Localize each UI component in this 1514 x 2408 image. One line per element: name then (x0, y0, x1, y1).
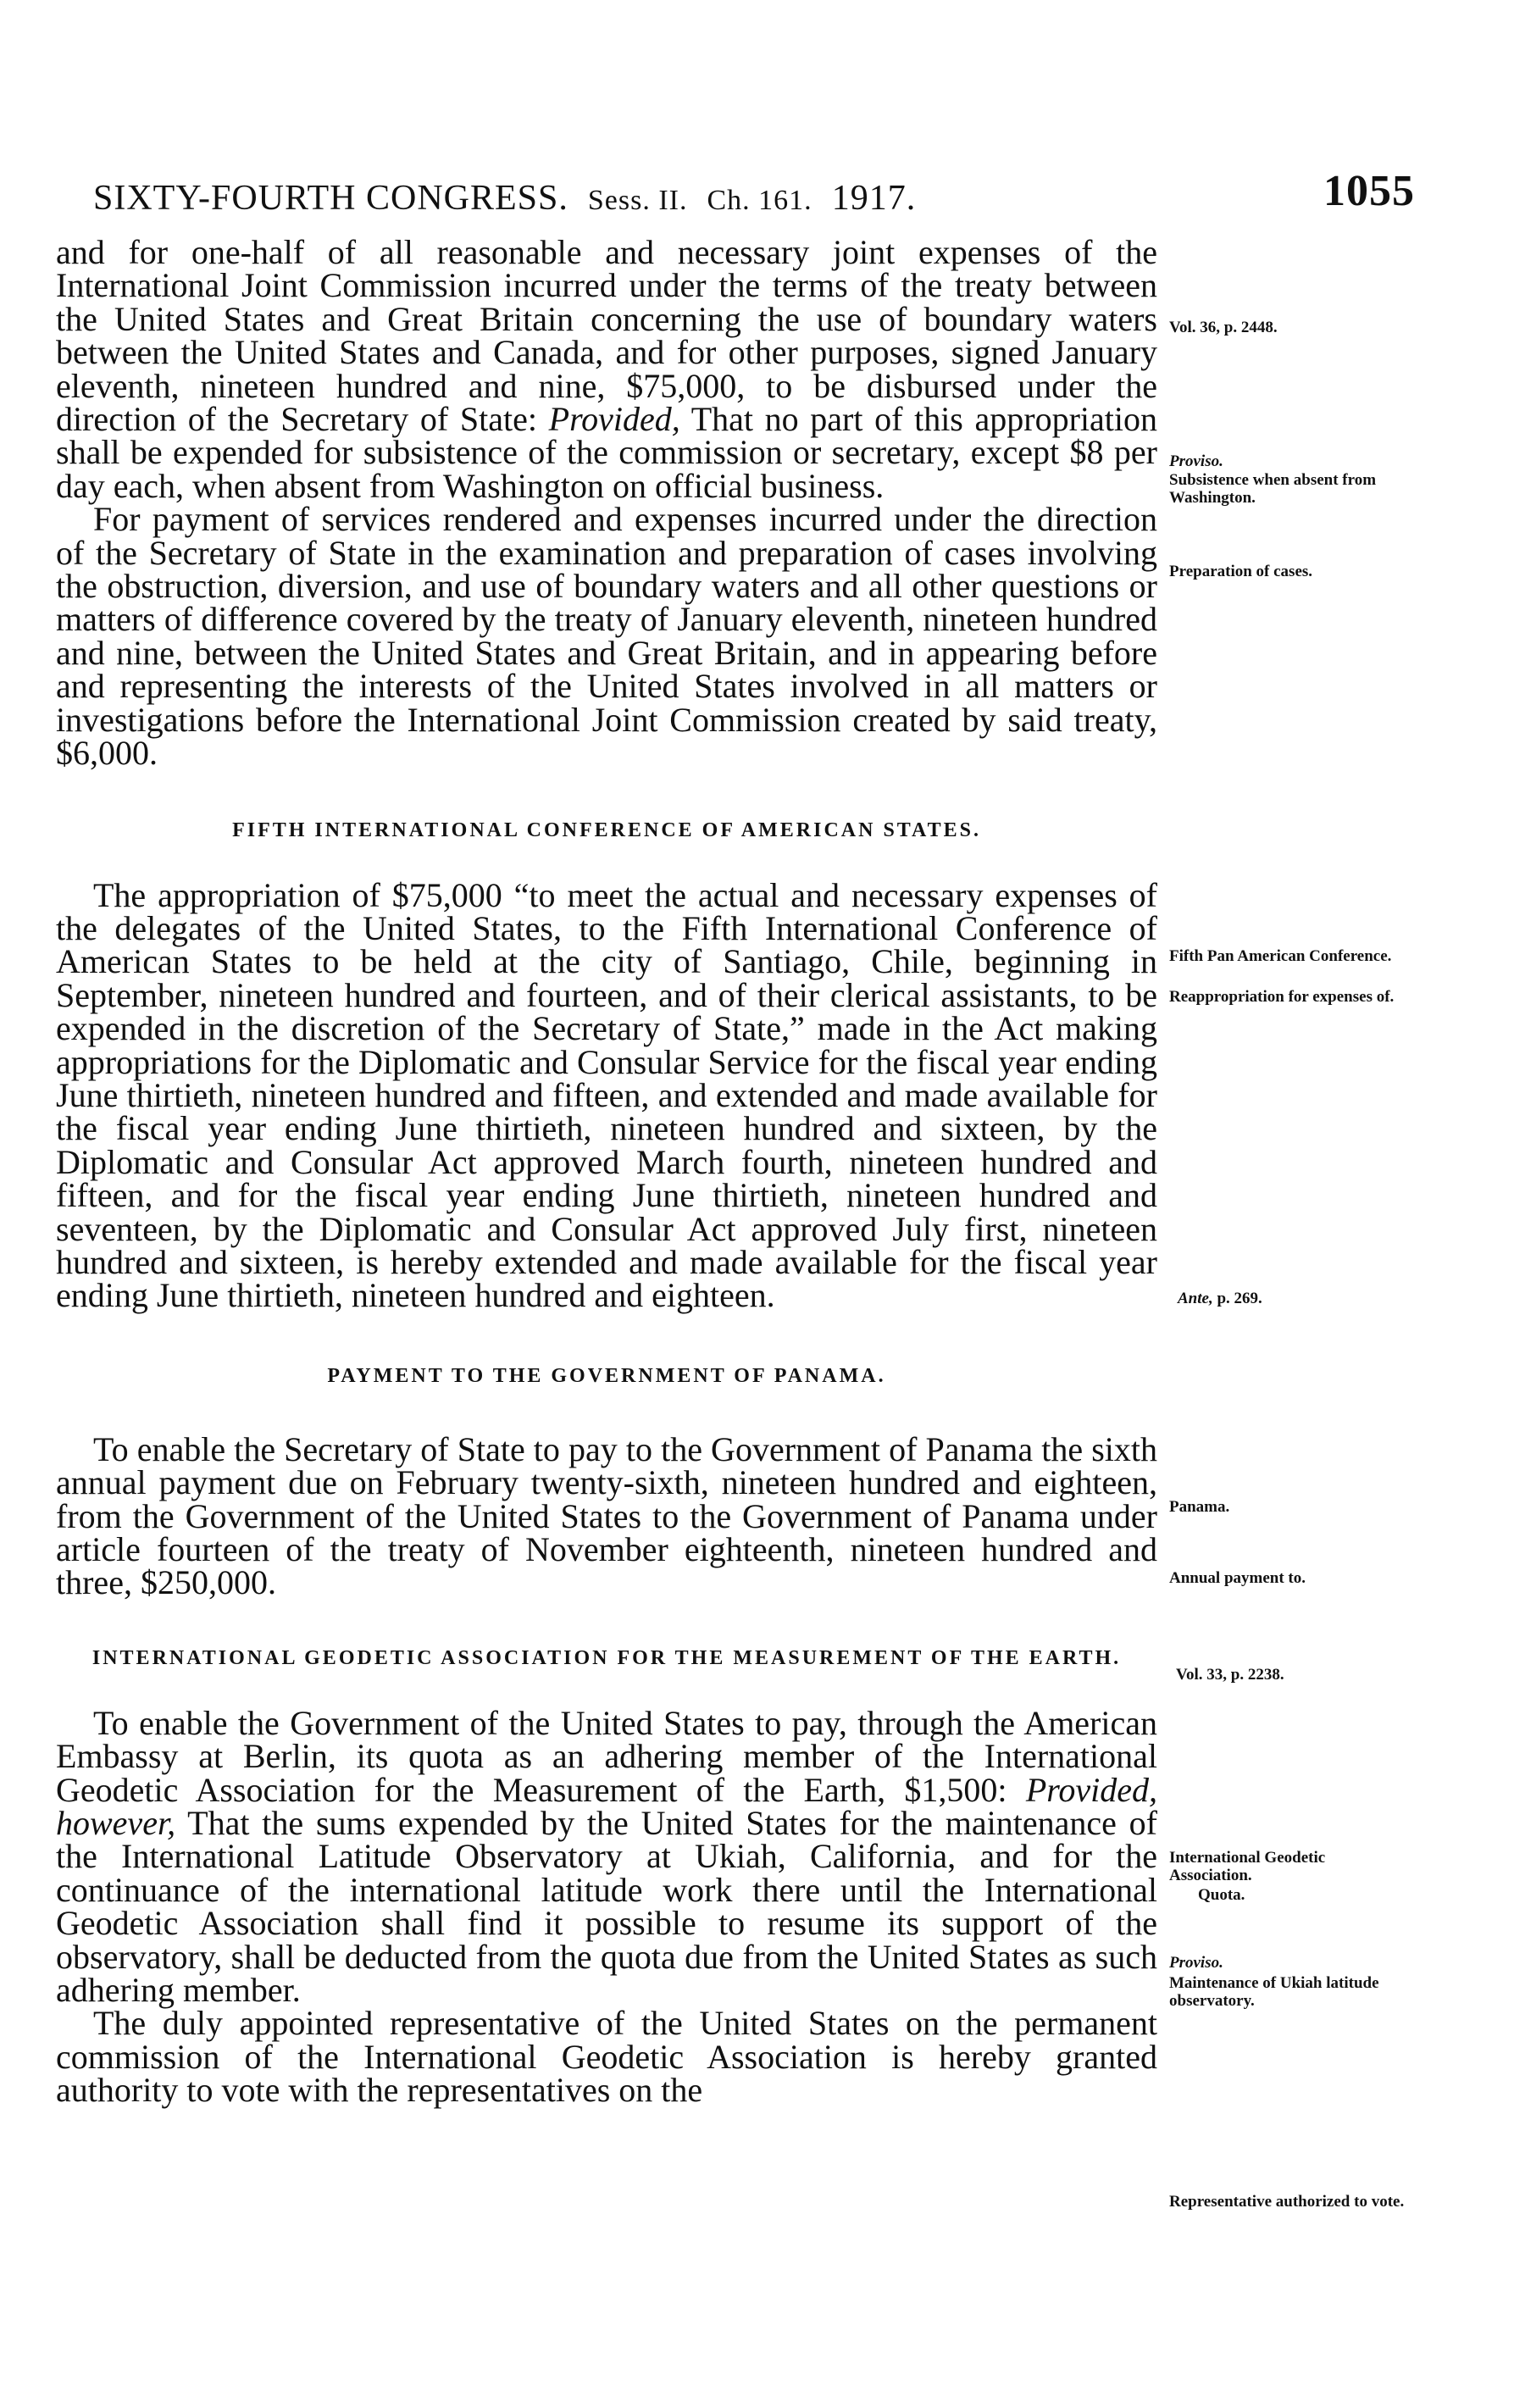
margin-note-panama: Panama. (1169, 1498, 1230, 1516)
proviso-term: Provided, (548, 400, 680, 439)
page-number: 1055 (1323, 167, 1415, 215)
margin-note-geodetic: International Geodetic Association. (1169, 1849, 1326, 1884)
section-heading-geodetic: INTERNATIONAL GEODETIC ASSOCIATION FOR THE MEASUREMENT OF THE EARTH. (92, 1646, 1122, 1669)
session-label: Sess. II. (587, 185, 688, 216)
congress-label: SIXTY-FOURTH CONGRESS. (93, 179, 568, 218)
margin-note-fifth-pan-american: Fifth Pan American Conference. (1169, 947, 1392, 965)
margin-note-annual-payment: Annual payment to. (1169, 1569, 1306, 1587)
margin-note-reappropriation: Reappropriation for expenses of. (1169, 988, 1395, 1006)
main-text-column (56, 233, 1158, 2110)
section-heading-panama: PAYMENT TO THE GOVERNMENT OF PANAMA. (327, 1364, 886, 1387)
margin-note-vol33: Vol. 33, p. 2238. (1176, 1666, 1284, 1684)
section-heading-fifth-conference: FIFTH INTERNATIONAL CONFERENCE OF AMERICAN STATES. (232, 818, 981, 841)
proviso-term: Provided, however, (56, 1770, 1158, 1843)
paragraph-representative-vote: The duly appointed representative of the United States on the permanent commission of the International Geodetic Association is hereby granted authority to vote with the representatives on the (56, 2004, 1157, 2110)
paragraph-fifth-conference: The appropriation of $75,000 “to meet the actual and necessary expenses of the delegates of the United States, to the Fifth International Conference of American States to be held at the city of Santiago, Chile, beginning in September, nineteen hundred and fourteen, and of their clerical assistants, to be expended in the discretion of the Secretary of State,” made in the Act making appropriations for the Diplomatic and Consular Service for the fiscal year ending June thirtieth, nineteen hundred and fifteen, and extended and made available for the fiscal year ending June thirtieth, nineteen hundred and sixteen, by the Diplomatic and Consular Act approved March fourth, nineteen hundred and fifteen, and for the fiscal year ending June thirtieth, nineteen hundred and seventeen, by the Diplomatic and Consular Act approved July first, nineteen hundred and sixteen, is hereby extended and made available for the fiscal year ending June thirtieth, nineteen hundred and eighteen. (56, 875, 1157, 1315)
margin-note-subsistence: Subsistence when absent from Washington. (1169, 471, 1377, 507)
margin-note-quota: Quota. (1198, 1886, 1245, 1904)
year-label: 1917. (831, 179, 917, 218)
running-head-title (93, 178, 916, 219)
margin-note-proviso-2: Proviso. (1169, 1954, 1223, 1972)
chapter-label: Ch. 161. (707, 185, 812, 216)
margin-note-maintenance: Maintenance of Ukiah latitude observatory. (1169, 1974, 1379, 2010)
margin-note-representative: Representative authorized to vote. (1169, 2193, 1405, 2211)
paragraph-preparation-of-cases: For payment of services rendered and expenses incurred under the direction of the Secretary of State in the examination and preparation of cases involving the obstruction, diversion, and use of boundary waters and all other questions or matters of difference covered by the treaty of January eleventh, nineteen hundred and nine, between the United States and Great Britain, and in appearing before and representing the interests of the United States involved in all matters or investigations before the International Joint Commission created by said treaty, $6,000. (56, 500, 1157, 773)
margin-note-proviso: Proviso. (1169, 452, 1223, 470)
paragraph-joint-commission-expenses: and for one-half of all reasonable and necessary joint expenses of the International Joint Commission incurred under the terms of the treaty between the United States and Great Britain concerning the use of boundary waters between the United States and Canada, and for other purposes, signed January eleventh, nineteen hundred and nine, $75,000, to be disbursed under the direction of the Secretary of State: Provided, That no part of this appropriation shall be expended for subsistence of the commission or secretary, except $8 per day each, when absent from Washington on official business. (56, 233, 1157, 505)
running-head (93, 166, 1415, 225)
margin-note-ante: Ante, p. 269. (1178, 1290, 1262, 1307)
paragraph-geodetic-quota: To enable the Government of the United States to pay, through the American Embassy at Berlin, its quota as an adhering member of the International Geodetic Association for the Measurement of the Earth, $1,500: Provided, however, That the sums expended by the United States for the maintenance of the International Latitude Observatory at Ukiah, California, and for the continuance of the international latitude work there until the International Geodetic Association shall find it possible to resume its support of the observatory, shall be deducted from the quota due from the United States as such adhering member. (56, 1703, 1158, 2010)
margin-note-vol36: Vol. 36, p. 2448. (1169, 319, 1278, 336)
paragraph-panama-payment: To enable the Secretary of State to pay to the Government of Panama the sixth annual payment due on February twenty-sixth, nineteen hundred and eighteen, from the Government of the United States to the Government of Panama under article fourteen of the treaty of November eighteenth, nineteen hundred and three, $250,000. (56, 1429, 1157, 1602)
margin-note-preparation: Preparation of cases. (1169, 563, 1313, 580)
